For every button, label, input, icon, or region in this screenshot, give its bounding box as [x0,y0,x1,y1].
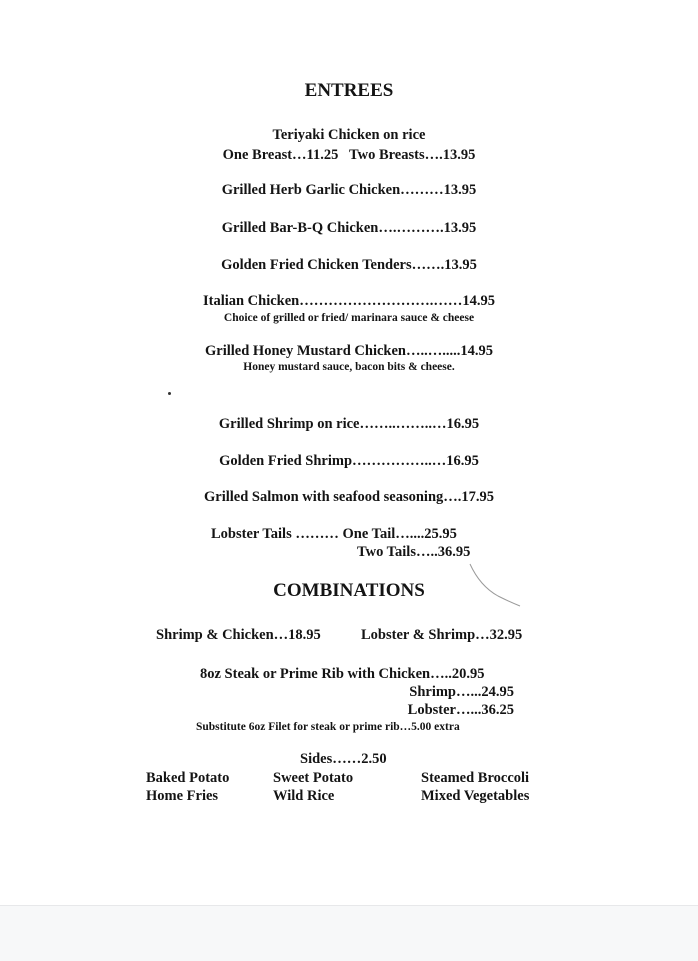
salmon-item: Grilled Salmon with seafood seasoning….17.95 [203,489,495,505]
honey-mustard-item: Grilled Honey Mustard Chicken…..….....14.95 [205,343,493,359]
side-baked-potato: Baked Potato [146,770,230,786]
teriyaki-prices: One Breast…11.25 Two Breasts….13.95 [222,147,476,163]
side-wild-rice: Wild Rice [273,788,335,804]
lobster-shrimp-item: Lobster & Shrimp…32.95 [361,627,523,643]
sides-title: Sides……2.50 [300,751,387,767]
side-mixed-vegetables: Mixed Vegetables [421,788,530,804]
bbq-item: Grilled Bar-B-Q Chicken….……….13.95 [221,220,477,236]
page-bottom-edge [0,905,698,961]
lobster-one-tail: Lobster Tails ……… One Tail…....25.95 [211,526,457,542]
side-home-fries: Home Fries [146,788,219,804]
shrimp-chicken-item: Shrimp & Chicken…18.95 [156,627,321,643]
tenders-item: Golden Fried Chicken Tenders…….13.95 [221,257,477,273]
steak-chicken-item: 8oz Steak or Prime Rib with Chicken…..20.95 [200,666,485,682]
lobster-two-tails: Two Tails…..36.95 [357,544,471,560]
steak-shrimp-item: Shrimp…...24.95 [409,684,514,700]
italian-desc: Choice of grilled or fried/ marinara sauce & cheese [223,312,475,324]
combinations-heading: COMBINATIONS [273,580,425,601]
shrimp-rice-item: Grilled Shrimp on rice……..……..…16.95 [218,416,480,432]
speck-mark [168,392,171,395]
entrees-heading: ENTREES [304,80,394,101]
side-sweet-potato: Sweet Potato [273,770,354,786]
steak-lobster-item: Lobster…...36.25 [407,702,514,718]
italian-item: Italian Chicken……………………….……14.95 [202,293,496,309]
honey-mustard-desc: Honey mustard sauce, bacon bits & cheese. [243,361,455,373]
herb-garlic-item: Grilled Herb Garlic Chicken………13.95 [221,182,477,198]
fried-shrimp-item: Golden Fried Shrimp……………..…16.95 [219,453,479,469]
side-steamed-broccoli: Steamed Broccoli [421,770,530,786]
substitute-note: Substitute 6oz Filet for steak or prime rib…5.00 extra [196,721,460,733]
teriyaki-name: Teriyaki Chicken on rice [272,127,426,143]
